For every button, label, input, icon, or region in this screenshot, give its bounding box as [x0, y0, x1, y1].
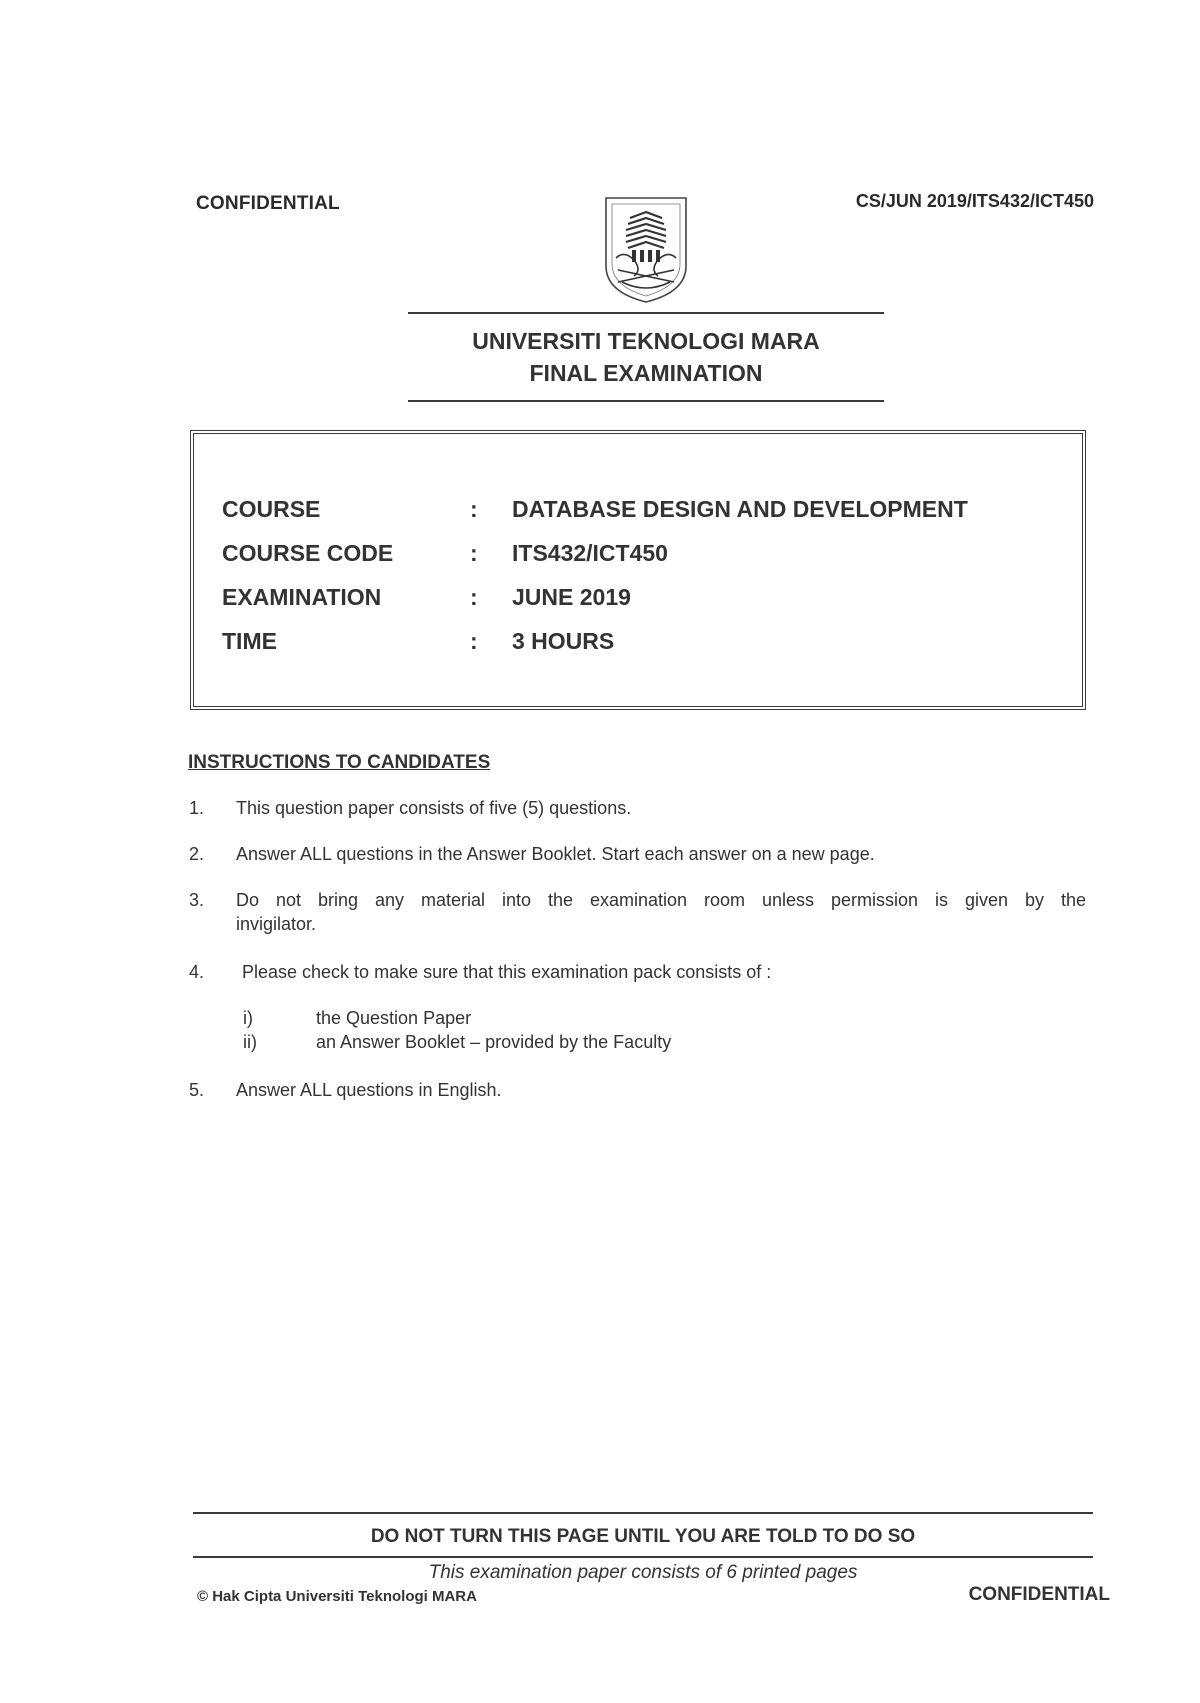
instruction-text: Please check to make sure that this examination pack consists of : — [242, 962, 772, 982]
printed-pages-note: This examination paper consists of 6 printed pages — [428, 1562, 858, 1583]
instruction-number: 4. — [189, 962, 205, 982]
time-label: TIME — [222, 628, 277, 654]
instruction-text: Do not bring any material into the examination room unless permission is given by the invigilator. — [236, 890, 1086, 934]
examination-label: EXAMINATION — [222, 584, 382, 610]
header-paper-code: CS/JUN 2019/ITS432/ICT450 — [855, 191, 1094, 211]
examination-separator: : — [470, 584, 478, 610]
time-separator: : — [470, 628, 478, 654]
course-row — [222, 496, 1062, 526]
instruction-text: Answer ALL questions in English. — [236, 1080, 502, 1100]
course-label: COURSE — [222, 496, 321, 522]
footer-bottom-rule — [193, 1556, 1093, 1558]
subitem-text: an Answer Booklet – provided by the Faculty — [316, 1032, 672, 1052]
instruction-number: 2. — [189, 844, 205, 864]
header-confidential: CONFIDENTIAL — [196, 193, 340, 214]
course-value: DATABASE DESIGN AND DEVELOPMENT — [512, 496, 968, 522]
instruction-text: This question paper consists of five (5) questions. — [236, 798, 632, 818]
subitem-number: ii) — [243, 1032, 257, 1052]
time-row — [222, 628, 1062, 658]
course-code-label: COURSE CODE — [222, 540, 394, 566]
course-separator: : — [470, 496, 478, 522]
title-top-rule — [408, 312, 884, 314]
do-not-turn-warning: DO NOT TURN THIS PAGE UNTIL YOU ARE TOLD TO DO SO — [370, 1526, 916, 1547]
instruction-text: Answer ALL questions in the Answer Booklet. Start each answer on a new page. — [236, 844, 875, 864]
subitem-number: i) — [243, 1008, 253, 1028]
instruction-number: 1. — [189, 798, 205, 818]
title-bottom-rule — [408, 400, 884, 402]
university-name: UNIVERSITI TEKNOLOGI MARA — [472, 328, 820, 354]
instructions-heading: INSTRUCTIONS TO CANDIDATES — [188, 752, 491, 773]
exam-title: FINAL EXAMINATION — [529, 360, 763, 386]
instruction-number: 5. — [189, 1080, 205, 1100]
university-crest-icon — [604, 196, 688, 304]
instruction-number: 3. — [189, 890, 205, 910]
examination-row — [222, 584, 1062, 614]
course-code-value: ITS432/ICT450 — [512, 540, 668, 566]
time-value: 3 HOURS — [512, 628, 615, 654]
course-code-row — [222, 540, 1062, 570]
course-details-box — [190, 430, 1086, 710]
footer-top-rule — [193, 1512, 1093, 1514]
course-code-separator: : — [470, 540, 478, 566]
subitem-text: the Question Paper — [316, 1008, 472, 1028]
examination-value: JUNE 2019 — [512, 584, 631, 610]
footer-confidential: CONFIDENTIAL — [968, 1584, 1110, 1605]
copyright-notice: © Hak Cipta Universiti Teknologi MARA — [197, 1588, 477, 1605]
